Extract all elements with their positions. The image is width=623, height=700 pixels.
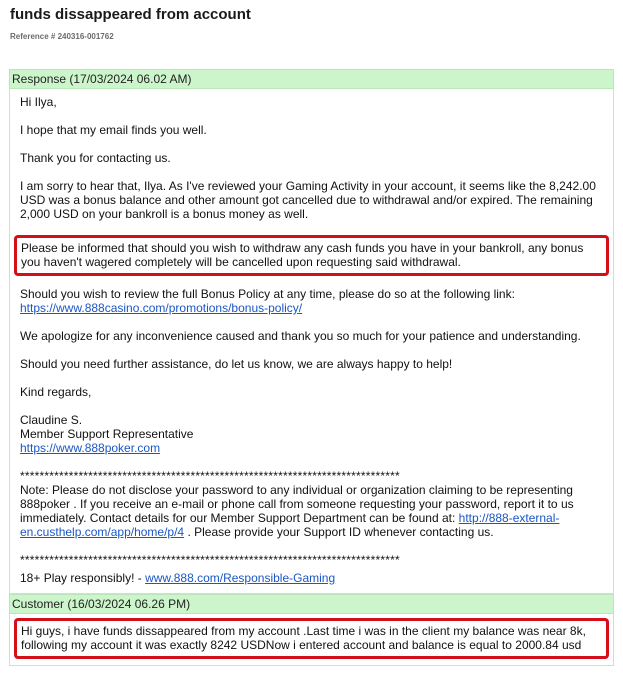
paragraph-assist: Should you need further assistance, do let us know, we are always happy to help! (20, 357, 453, 371)
note-text-end: . Please provide your Support ID whenever contacting us. (184, 525, 494, 539)
paragraph-explanation: I am sorry to hear that, Ilya. As I've reviewed your Gaming Activity in your account, it seems like the 8,242.00 USD was a bonus balance and other amount got cancelled due to withdrawal and/or expired. The remaining 2,000 USD on your bankroll is a bonus money as well. (20, 179, 596, 221)
signature (20, 413, 603, 455)
regards: Kind regards, (20, 385, 92, 399)
bonus-policy-link[interactable]: https://www.888casino.com/promotions/bonus-policy/ (20, 301, 303, 315)
paragraph-thanks: Thank you for contacting us. (20, 151, 171, 165)
response-body (9, 89, 614, 594)
ticket-header (0, 0, 623, 50)
signature-name: Claudine S. (20, 413, 83, 427)
highlighted-withdrawal-warning: Please be informed that should you wish to withdraw any cash funds you have in your bankroll, any bonus you haven't wagered completely will be cancelled upon requesting said withdrawal. (14, 235, 609, 276)
play-text: 18+ Play responsibly! - (20, 571, 146, 585)
responsible-gaming (20, 571, 603, 585)
message-thread (9, 69, 614, 666)
separator-stars: ****************************************************************************** (20, 469, 400, 483)
paragraph-wellwish: I hope that my email finds you well. (20, 123, 207, 137)
note-text: Note: Please do not disclose your password to any individual or organization claiming to be representing 888poker . If you receive an e-mail or phone call from someone requesting your password, report it to us immediately. Contact details for our Member Support Department can be found at: (20, 483, 574, 525)
paragraph-apology: We apologize for any inconvenience caused and thank you so much for your patience and understanding. (20, 329, 581, 343)
ticket-title: funds dissappeared from account (10, 6, 251, 23)
customer-header: Customer (16/03/2024 06.26 PM) (9, 594, 614, 614)
highlighted-customer-message: Hi guys, i have funds dissappeared from my account .Last time i was in the client my balance was near 8k, following my account it was exactly 8242 USDNow i entered account and balance is equal to 2000.84 usd (14, 618, 609, 659)
greeting: Hi Ilya, (20, 95, 57, 109)
customer-body (9, 614, 614, 666)
separator-stars-bottom: ****************************************************************************** (20, 553, 400, 567)
security-note (20, 483, 603, 539)
response-header: Response (17/03/2024 06.02 AM) (9, 69, 614, 89)
signature-title: Member Support Representative (20, 427, 194, 441)
poker-site-link[interactable]: https://www.888poker.com (20, 441, 161, 455)
support-link[interactable]: http://888-external-en.custhelp.com/app/home/p/4 (20, 511, 560, 539)
policy-text: Should you wish to review the full Bonus Policy at any time, please do so at the following link: (20, 287, 515, 301)
responsible-gaming-link[interactable]: www.888.com/Responsible-Gaming (145, 571, 336, 585)
paragraph-policy (20, 287, 603, 315)
ticket-reference: Reference # 240316-001762 (10, 32, 114, 41)
